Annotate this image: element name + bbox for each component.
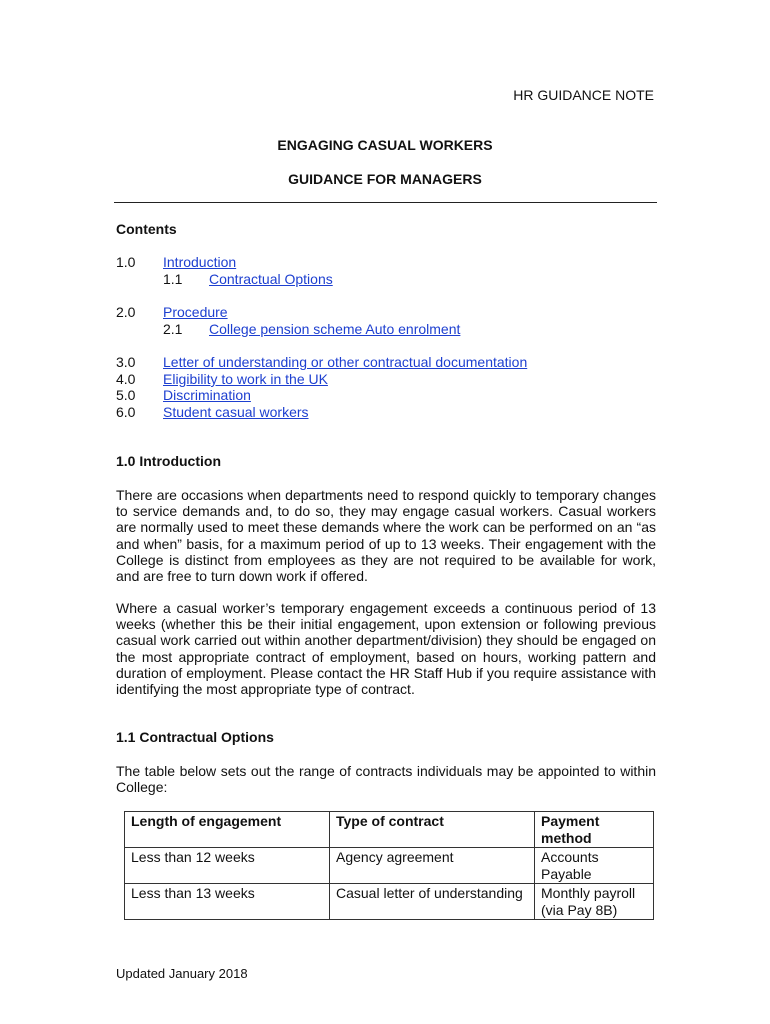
table-row — [125, 884, 654, 920]
toc-number: 6.0 — [116, 404, 136, 420]
doc-label: HR GUIDANCE NOTE — [513, 87, 654, 103]
table-cell: Agency agreement — [330, 848, 535, 884]
section-heading-contractual-options: 1.1 Contractual Options — [116, 729, 274, 745]
table-cell: Monthly payroll (via Pay 8B) — [535, 884, 654, 920]
toc-number: 1.1 — [163, 271, 183, 287]
toc-number: 4.0 — [116, 371, 136, 387]
contents-heading: Contents — [116, 221, 177, 237]
table-header-cell: Length of engagement — [125, 812, 330, 848]
toc-number: 5.0 — [116, 387, 136, 403]
sub-title: GUIDANCE FOR MANAGERS — [288, 171, 482, 187]
toc-link-pension-auto-enrolment[interactable]: College pension scheme Auto enrolment — [209, 321, 461, 337]
toc-number: 3.0 — [116, 354, 136, 370]
toc-link-student-casual-workers[interactable]: Student casual workers — [163, 404, 309, 420]
toc-link-discrimination[interactable]: Discrimination — [163, 387, 251, 403]
footer-updated-date: Updated January 2018 — [116, 966, 248, 981]
toc-link-contractual-options[interactable]: Contractual Options — [209, 271, 333, 287]
title-divider — [114, 202, 657, 203]
table-header-row — [125, 812, 654, 848]
table-header-cell: Payment method — [535, 812, 654, 848]
toc-number: 1.0 — [116, 254, 136, 270]
contracts-table — [124, 811, 654, 920]
table-header-cell: Type of contract — [330, 812, 535, 848]
options-paragraph: The table below sets out the range of contracts individuals may be appointed to within College: — [116, 763, 656, 796]
table-cell: Accounts Payable — [535, 848, 654, 884]
table-cell: Casual letter of understanding — [330, 884, 535, 920]
table-row — [125, 848, 654, 884]
toc-link-eligibility[interactable]: Eligibility to work in the UK — [163, 371, 328, 387]
intro-paragraph-1: There are occasions when departments need to respond quickly to temporary changes to service demands and, to do so, they may engage casual workers. Casual workers are normally used to meet these demands where the work can be performed on an “as and when” basis, for a maximum period of up to 13 weeks. Their engagement with the College is distinct from employees as they are not required to be available for work, and are free to turn down work if offered. — [116, 487, 656, 585]
table-cell: Less than 13 weeks — [125, 884, 330, 920]
toc-number: 2.1 — [163, 321, 183, 337]
table-cell: Less than 12 weeks — [125, 848, 330, 884]
intro-paragraph-2: Where a casual worker’s temporary engagement exceeds a continuous period of 13 weeks (whether this be their initial engagement, upon extension or following previous casual work carried out within another department/division) they should be engaged on the most appropriate contract of employment, based on hours, working pattern and duration of employment. Please contact the HR Staff Hub if you require assistance with identifying the most appropriate type of contract. — [116, 600, 656, 698]
toc-link-introduction[interactable]: Introduction — [163, 254, 237, 270]
main-title: ENGAGING CASUAL WORKERS — [277, 137, 493, 153]
toc-link-procedure[interactable]: Procedure — [163, 304, 228, 320]
toc-number: 2.0 — [116, 304, 136, 320]
toc-link-letter-of-understanding[interactable]: Letter of understanding or other contractual documentation — [163, 354, 528, 370]
section-heading-introduction: 1.0 Introduction — [116, 453, 221, 469]
